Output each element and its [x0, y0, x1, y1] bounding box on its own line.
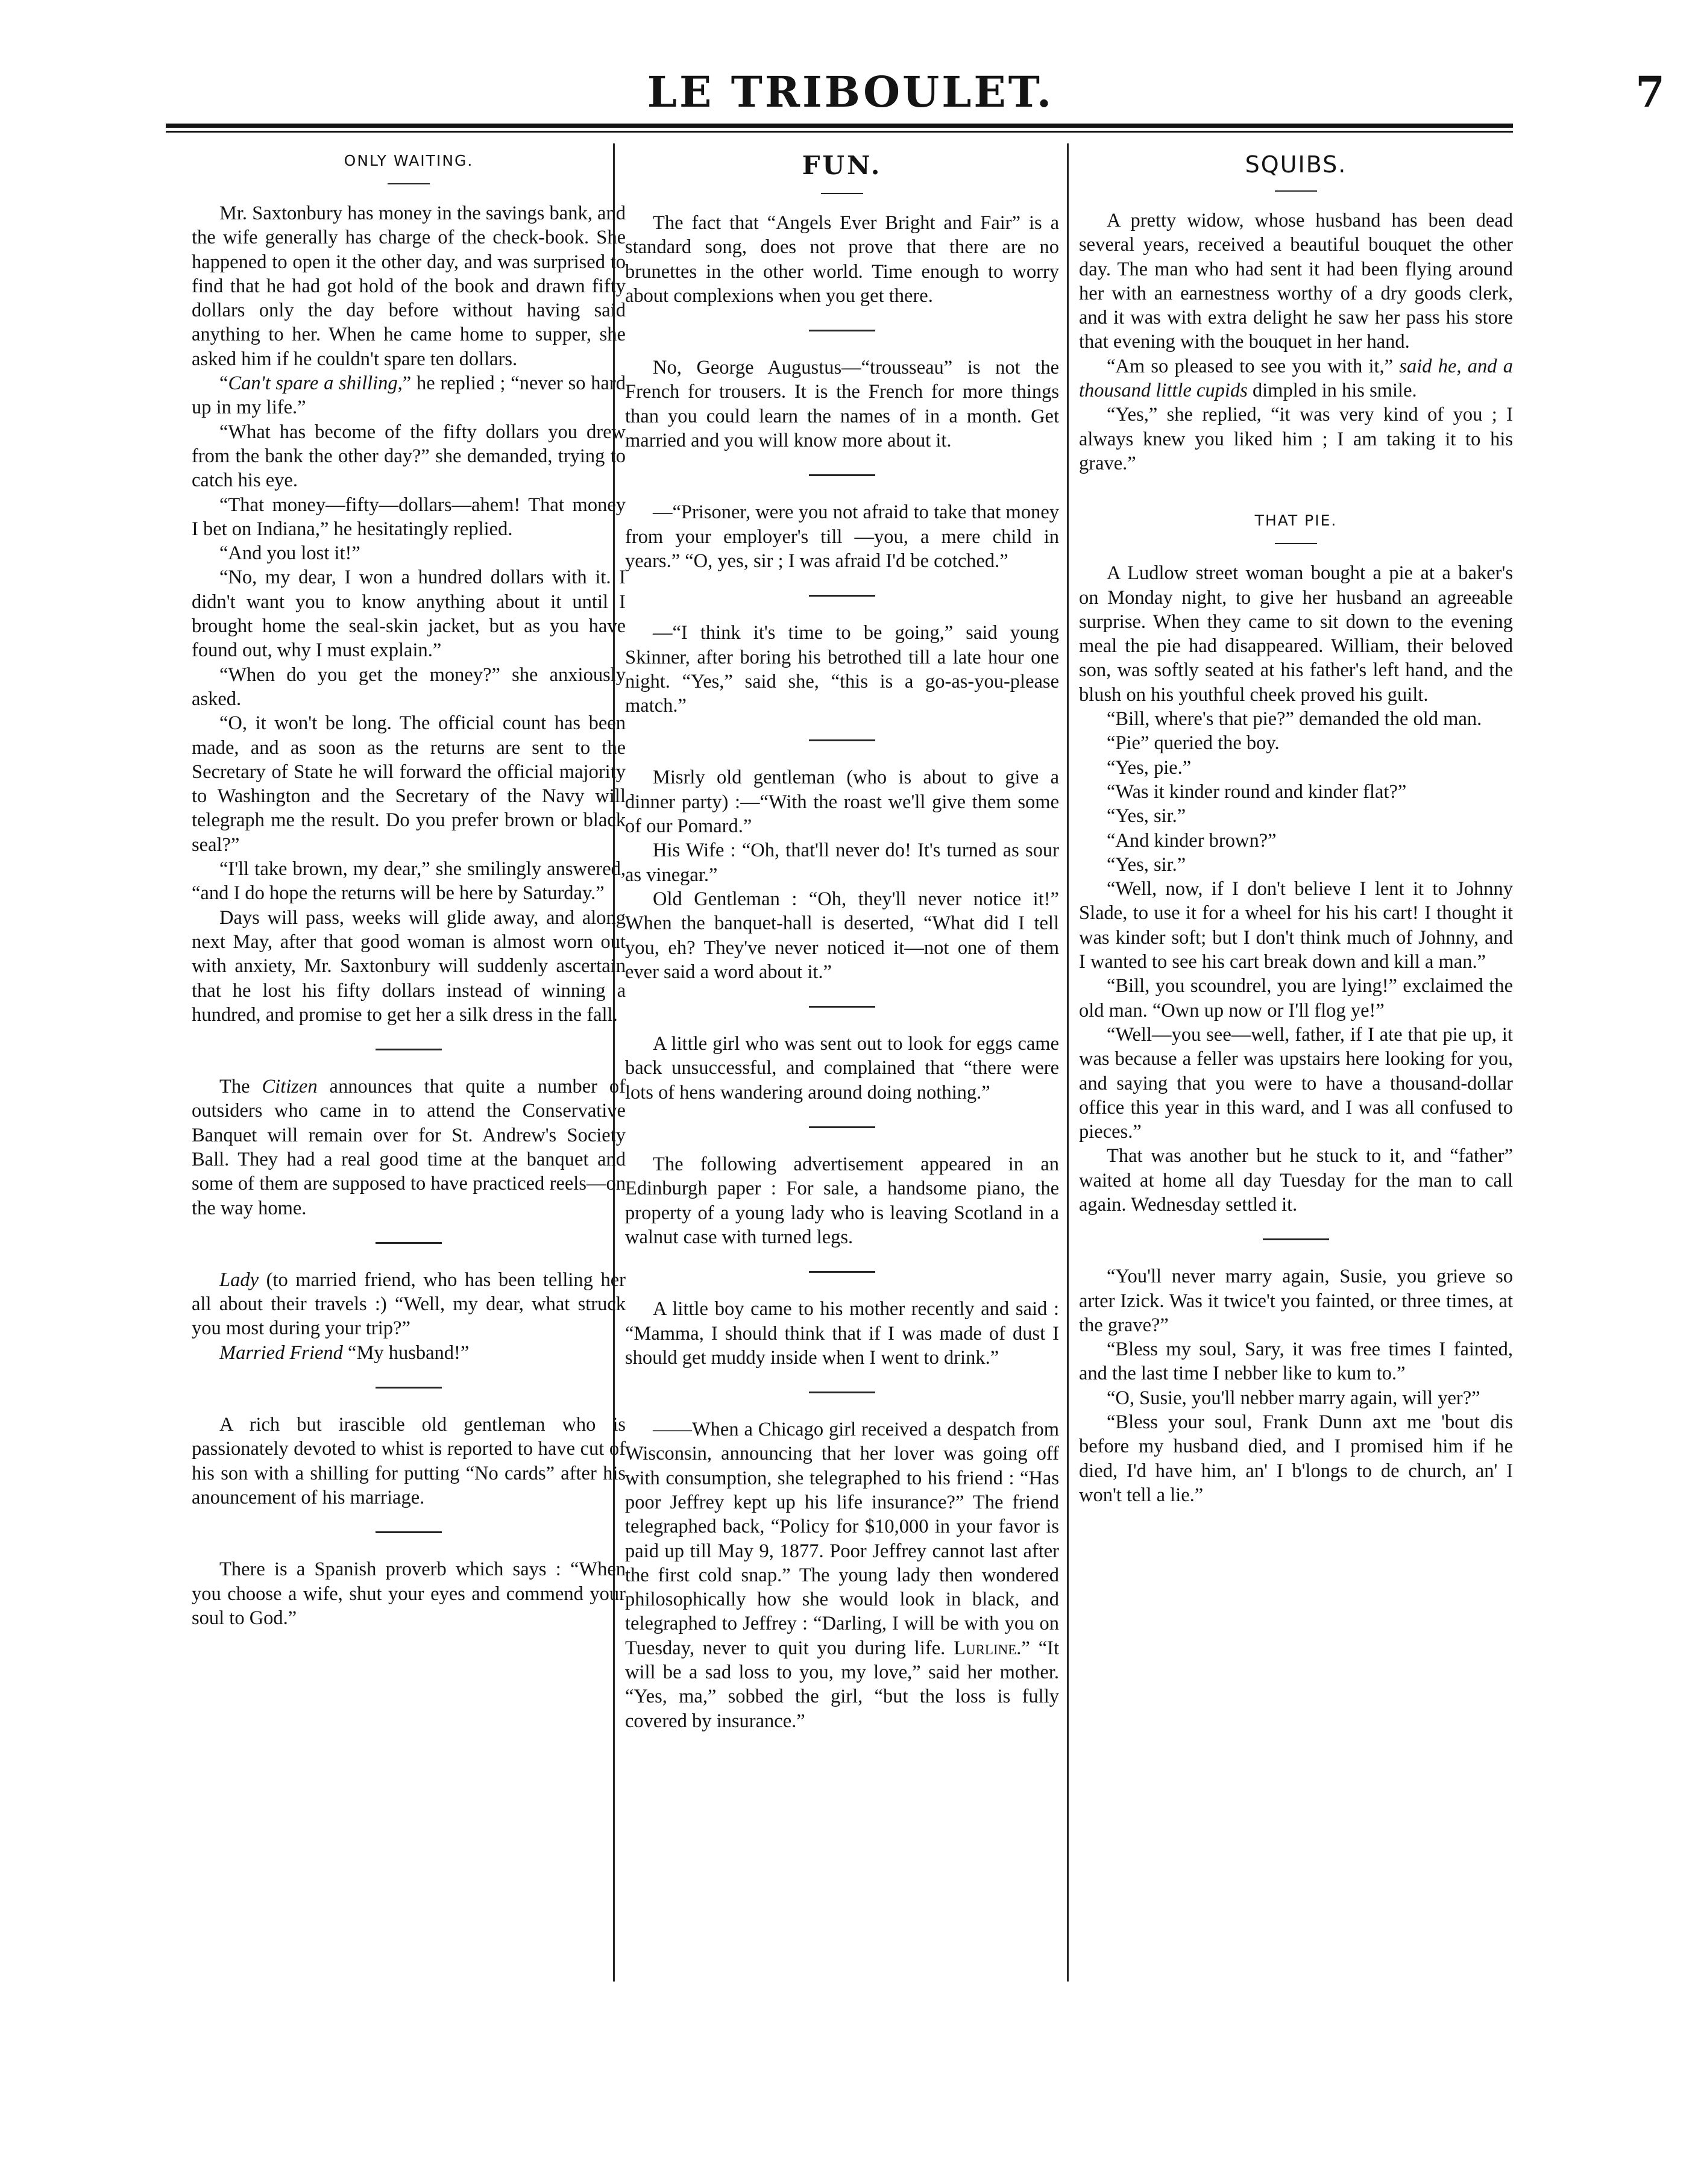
paragraph: “Bless your soul, Frank Dunn axt me 'bout dis before my husband died, and I promised him if he died, I'd have him, an' I b'longs to de church, an' I won't tell a lie.” — [1079, 1411, 1513, 1506]
paragraph: Lady (to married friend, who has been telling her all about their travels :) “Well, my dear, what struck you most during your trip?” — [192, 1269, 626, 1340]
page-number: 7 — [1635, 67, 1665, 117]
paragraph: “Bill, where's that pie?” demanded the old man. — [1107, 708, 1482, 730]
paragraph: “You'll never marry again, Susie, you grieve so arter Izick. Was it twice't you fainted, or three times, at the grave?” — [1079, 1266, 1513, 1336]
paragraph: “That money—fifty—dollars—ahem! That money I bet on Indiana,” he hesitatingly replied. — [192, 494, 626, 540]
separator-rule — [809, 595, 875, 597]
paragraph: “Am so pleased to see you with it,” said he, and a thousand little cupids dimpled in his smile. — [1079, 355, 1513, 402]
paragraph: Old Gentleman : “Oh, they'll never notice it!” When the banquet-hall is deserted, “What did I tell you, eh? They've never noticed it—not one of them ever said a word about it.” — [625, 888, 1059, 983]
paragraph: That was another but he stuck to it, and “father” waited at home all day Tuesday for the man to call again. Wednesday settled it. — [1079, 1145, 1513, 1216]
separator-rule — [809, 1392, 875, 1393]
masthead-rule-thin — [166, 131, 1513, 133]
paragraph: “No, my dear, I won a hundred dollars with it. I didn't want you to know anything about it until I brought home the seal-skin jacket, but as you have found out, why I must explain.” — [192, 566, 626, 662]
column-squibs — [1079, 151, 1513, 1507]
paragraph: “Well, now, if I don't believe I lent it to Johnny Slade, to use it for a wheel for his his cart! I thought it was kinder soft; but I don't think much of Johnny, and I wanted to see his cart break down and kill a man.” — [1079, 878, 1513, 973]
paragraph: “O, Susie, you'll nebber marry again, will yer?” — [1107, 1387, 1480, 1409]
paragraph: ——When a Chicago girl received a despatch from Wisconsin, announcing that her lover was going off with consumption, she telegraphed to his friend : “Has poor Jeffrey kept up his life insurance?” The friend telegraphed back, “Policy for $10,000 in your favor is paid up till May 9, 1877. Poor Jeffrey cannot last after the first cold snap.” The young lady then wondered philosophically how she would look in black, and telegraphed to Jeffrey : “Darling, I will be with you on Tuesday, never to quit you during life. Lurline.” “It will be a sad loss to you, my love,” said her mother. “Yes, ma,” sobbed the girl, “but the loss is fully covered by insurance.” — [625, 1419, 1059, 1732]
paragraph: Days will pass, weeks will glide away, and along next May, after that good woman is almost worn out with anxiety, Mr. Saxtonbury will suddenly ascertain that he lost his fifty dollars instead of winning a hundred, and promise to get her a silk dress in the fall. — [192, 906, 626, 1026]
separator-rule — [809, 1006, 875, 1008]
paragraph: The fact that “Angels Ever Bright and Fair” is a standard song, does not prove that there are no brunettes in the other world. Time enough to worry about complexions when you get there. — [625, 212, 1059, 307]
separator-rule — [809, 330, 875, 331]
paragraph: “When do you get the money?” she anxiously asked. — [192, 664, 626, 710]
paragraph: Misrly old gentleman (who is about to give a dinner party) :—“With the roast we'll give them some of our Pomard.” — [625, 767, 1059, 838]
paragraph: —“I think it's time to be going,” said young Skinner, after boring his betrothed till a late hour one night. “Yes,” said she, “this is a go-as-you-please match.” — [625, 622, 1059, 717]
paragraph: His Wife : “Oh, that'll never do! It's turned as sour as vinegar.” — [625, 839, 1059, 886]
heading-dash — [821, 193, 863, 194]
paragraph: No, George Augustus—“trousseau” is not the French for trousers. It is the French for more things than you could learn the names of in a month. Get married and you will know more about it. — [625, 357, 1059, 452]
heading-fun: FUN. — [802, 151, 882, 180]
column-fun — [625, 151, 1059, 1733]
separator-rule — [376, 1387, 442, 1389]
separator-rule — [809, 474, 875, 476]
paragraph: “Was it kinder round and kinder flat?” — [1107, 780, 1407, 803]
separator-rule — [376, 1049, 442, 1050]
paragraph: Married Friend “My husband!” — [219, 1341, 470, 1364]
column-divider-2 — [1067, 143, 1069, 1982]
separator-rule — [809, 1126, 875, 1128]
paragraph: “Bill, you scoundrel, you are lying!” exclaimed the old man. “Own up now or I'll flog ye!” — [1079, 975, 1513, 1021]
paragraph: “Yes, sir.” — [1107, 805, 1186, 827]
paragraph: “O, it won't be long. The official count has been made, and as soon as the returns are sent to the Secretary of State he will forward the official majority to Washington and the Secretary of the Navy will telegraph me the result. Do you prefer brown or black seal?” — [192, 712, 626, 856]
heading-dash — [1275, 190, 1317, 192]
heading-squibs: SQUIBS. — [1245, 151, 1347, 178]
separator-rule — [1263, 1238, 1329, 1240]
separator-rule — [809, 1271, 875, 1273]
paragraph: —“Prisoner, were you not afraid to take that money from your employer's till —you, a mere child in years.” “O, yes, sir ; I was afraid I'd be cotched.” — [625, 501, 1059, 572]
paragraph: A rich but irascible old gentleman who is passionately devoted to whist is reported to have cut of his son with a shilling for putting “No cards” after his anouncement of his marriage. — [192, 1414, 626, 1508]
newspaper-title: LE TRIBOULET. — [647, 67, 1054, 117]
paragraph: “Bless my soul, Sary, it was free times I fainted, and the last time I nebber like to kum to.” — [1079, 1338, 1513, 1385]
paragraph: A Ludlow street woman bought a pie at a baker's on Monday night, to give her husband an agreeable surprise. When they came to sit down to the evening meal the pie had disappeared. William, their beloved son, was softly seated at his father's left hand, and the blush on his youthful cheek proved his guilt. — [1079, 562, 1513, 706]
paragraph: A pretty widow, whose husband has been dead several years, received a beautiful bouquet the other day. The man who had sent it had been flying around her with an earnestness worthy of a dry goods clerk, and it was with extra delight he saw her pass his store that evening with the bouquet in her hand. — [1079, 210, 1513, 353]
paragraph: “I'll take brown, my dear,” she smilingly answered, “and I do hope the returns will be here by Saturday.” — [192, 858, 626, 905]
heading-dash — [1275, 543, 1317, 544]
heading-dash — [388, 183, 430, 184]
paragraph: “Yes, sir.” — [1107, 853, 1186, 876]
column-only-waiting — [192, 151, 626, 1630]
heading-that-pie: THAT PIE. — [1254, 512, 1338, 530]
paragraph: “Yes,” she replied, “it was very kind of you ; I always knew you liked him ; I am taking it to his grave.” — [1079, 404, 1513, 474]
paragraph: A little boy came to his mother recently and said : “Mamma, I should think that if I was made of dust I should get muddy inside when I went to drink.” — [625, 1298, 1059, 1369]
paragraph: “Pie” queried the boy. — [1107, 732, 1280, 755]
separator-rule — [376, 1531, 442, 1533]
separator-rule — [376, 1242, 442, 1244]
paragraph: “Can't spare a shilling,” he replied ; “never so hard up in my life.” — [192, 372, 626, 419]
paragraph: “What has become of the fifty dollars you drew from the bank the other day?” she demanded, trying to catch his eye. — [192, 421, 626, 492]
paragraph: A little girl who was sent out to look for eggs came back unsuccessful, and complained that “there were lots of hens wandering around doing nothing.” — [625, 1033, 1059, 1103]
paragraph: Mr. Saxtonbury has money in the savings bank, and the wife generally has charge of the check-book. She happened to open it the other day, and was surprised to find that he had got hold of the book and drawn fifty dollars only the day before without having said anything to her. When he came home to supper, she asked him if he couldn't spare ten dollars. — [192, 202, 626, 370]
paragraph: “And you lost it!” — [219, 542, 360, 565]
heading-only-waiting: ONLY WAITING. — [344, 152, 474, 169]
separator-rule — [809, 739, 875, 741]
paragraph: There is a Spanish proverb which says : “When you choose a wife, shut your eyes and commend your soul to God.” — [192, 1558, 626, 1629]
masthead-rule — [166, 124, 1513, 128]
paragraph: “Yes, pie.” — [1107, 756, 1192, 779]
paragraph: “Well—you see—well, father, if I ate that pie up, it was because a feller was upstairs here looking for you, and saying that you were to have a thousand-dollar office this year in this ward, and I was all confused to pieces.” — [1079, 1023, 1513, 1143]
paragraph: “And kinder brown?” — [1107, 829, 1277, 852]
paragraph: The following advertisement appeared in an Edinburgh paper : For sale, a handsome piano, the property of a young lady who is leaving Scotland in a walnut case with turned legs. — [625, 1153, 1059, 1248]
paragraph: The Citizen announces that quite a number of outsiders who came in to attend the Conservative Banquet will remain over for St. Andrew's Society Ball. They had a real good time at the banquet and some of them are supposed to have practiced reels—on the way home. — [192, 1076, 626, 1219]
